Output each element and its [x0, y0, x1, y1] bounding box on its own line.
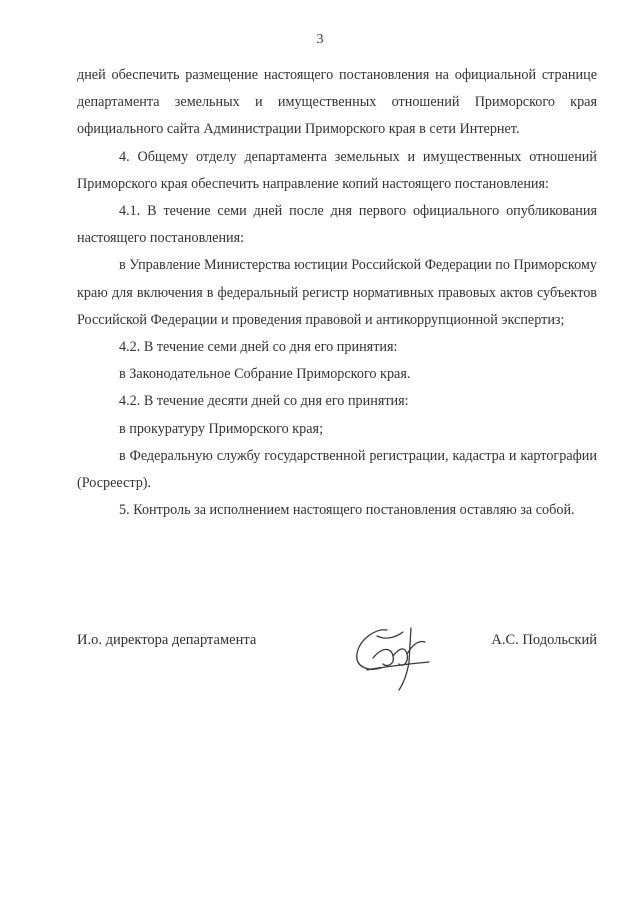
paragraph-item-4-2-first: 4.2. В течение семи дней со дня его принятия: — [119, 339, 398, 356]
paragraph-item-4: 4. Общему отделу департамента земельных и имущественных отношений Приморского края обеспечить направление копий настоящего постановления: — [77, 148, 597, 192]
signature-block — [77, 618, 597, 698]
paragraph-prosecutor: в прокуратуру Приморского края; — [119, 420, 324, 437]
paragraph-ministry-of-justice: в Управление Министерства юстиции Российской Федерации по Приморскому краю для включения в федеральный регистр нормативных правовых актов субъектов Российской Федерации и проведения правовой и антикоррупционной экспертиз; — [77, 257, 597, 328]
page-number: 3 — [316, 32, 324, 47]
handwritten-signature — [347, 618, 437, 696]
paragraph-continuation: дней обеспечить размещение настоящего постановления на официальной странице департамента земельных и имущественных отношений Приморского края официального сайта Администрации Приморского края в сети Интернет. — [77, 67, 597, 138]
signatory-title: И.о. директора департамента — [77, 632, 257, 648]
paragraph-item-4-1: 4.1. В течение семи дней после дня первого официального опубликования настоящего постановления: — [77, 203, 597, 247]
paragraph-item-4-2-second: 4.2. В течение десяти дней со дня его принятия: — [119, 393, 409, 410]
signatory-name: А.С. Подольский — [491, 632, 597, 648]
paragraph-item-5: 5. Контроль за исполнением настоящего постановления оставляю за собой. — [119, 502, 575, 519]
paragraph-rosreestr: в Федеральную службу государственной регистрации, кадастра и картографии (Росреестр). — [77, 447, 597, 492]
document-body — [77, 62, 597, 524]
paragraph-legislative-assembly: в Законодательное Собрание Приморского края. — [119, 366, 411, 383]
